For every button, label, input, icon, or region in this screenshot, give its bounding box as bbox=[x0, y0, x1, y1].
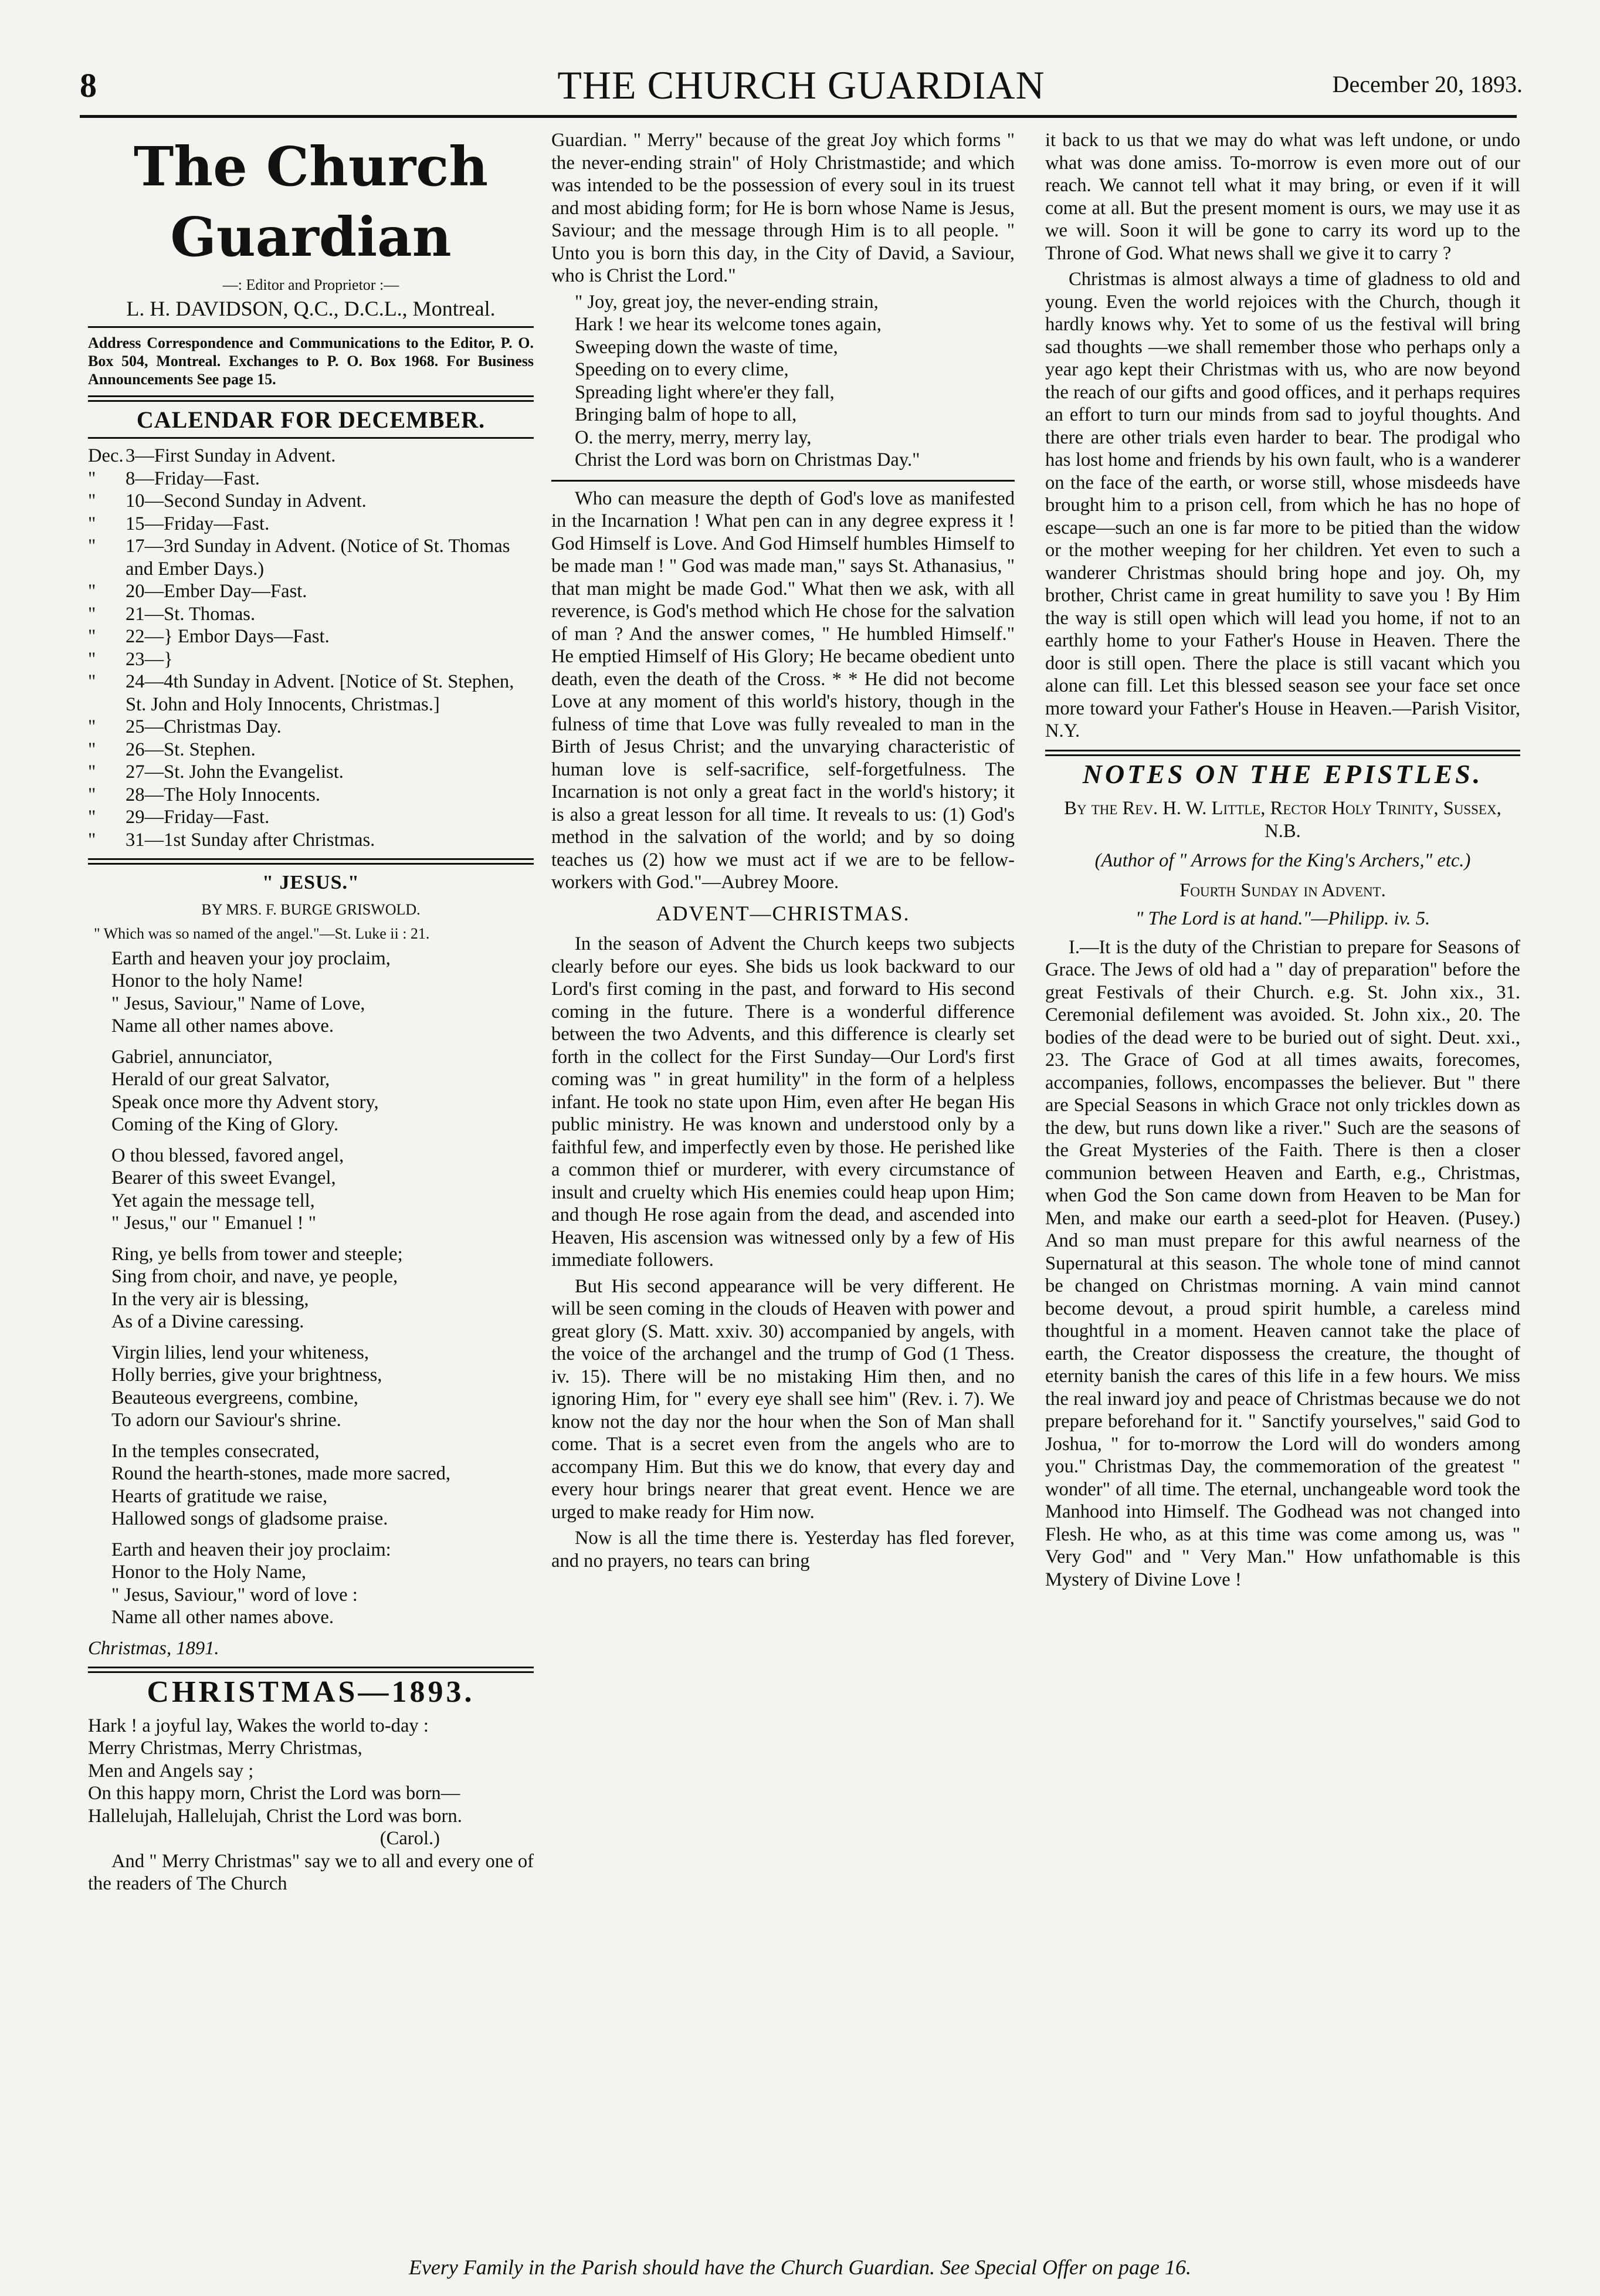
verse-line: Speeding on to every clime, bbox=[575, 359, 789, 380]
calendar-entry bbox=[88, 625, 534, 648]
poem-line: Bearer of this sweet Evangel, bbox=[111, 1167, 336, 1188]
calendar-text: 17—3rd Sunday in Advent. (Notice of St. Thomas and Ember Days.) bbox=[126, 536, 510, 580]
poem-line: Hearts of gratitude we raise, bbox=[111, 1485, 328, 1507]
verse-line: Spreading light where'er they fall, bbox=[575, 381, 835, 403]
poem-line: Ring, ye bells from tower and steeple; bbox=[111, 1243, 403, 1265]
article-paragraph: Christmas is almost always a time of gladness to old and young. Even the world rejoices with the Church, though it hardly knows why. Yet to some of us the festival will bring sad thoughts —we shall remember those who perhaps only a year ago kept their Christmas with us, who are now beyond the reach of our gifts and good offices, and it perhaps requires an effort to turn our minds from sad to joyful thoughts. And there are other trials even harder to bear. The prodigal who has lost home and friends by his own fault, who is a wanderer on the face of the earth, or worse still, whose misdeeds have brought him to a prison cell, from which he has no hope of escape—such an one is far more to be pitied than the widow or the mother weeping for her children. Yet even to such a wanderer Christmas should bring hope and joy. Oh, my brother, Christ came in great humility to save you ! By Him the way is still open which will lead you home, if not to an earthly home to your Father's House in Heaven. There the door is still open. There the place is still vacant which you alone can fill. Let this blessed season see your face set once more toward your Father's House in Heaven.—Parish Visitor, N.Y. bbox=[1045, 269, 1520, 741]
calendar-month: Dec. bbox=[88, 445, 124, 466]
calendar-list bbox=[88, 445, 534, 851]
calendar-month: " bbox=[88, 716, 96, 737]
calendar-text: 27—St. John the Evangelist. bbox=[126, 761, 344, 783]
calendar-text: 24—4th Sunday in Advent. [Notice of St. Stephen, St. John and Holy Innocents, Christmas.] bbox=[126, 671, 514, 715]
divider bbox=[88, 437, 534, 439]
article-paragraph: But His second appearance will be very different. He will be seen coming in the clouds of Heaven with power and great glory (S. Matt. xxiv. 30) accompanied by angels, with the voice of the archangel and the trump of God (1 Thess. iv. 15). There will be no mistaking Him then, and no ignoring Him, for " every eye shall see him" (Rev. i. 7). We know not the day nor the hour when the Son of Man shall come. That is a secret even from the angels who are to accompany Him. But this we do know, that every day and every hour brings nearer that great event. Hence we are urged to make ready for Him now. bbox=[551, 1275, 1015, 1523]
page-number: 8 bbox=[80, 66, 97, 104]
calendar-entry bbox=[88, 806, 534, 829]
calendar-month: " bbox=[88, 807, 96, 828]
column-2 bbox=[551, 129, 1015, 1576]
poem-line: Hallowed songs of gladsome praise. bbox=[111, 1508, 388, 1529]
poem-stanzas bbox=[88, 947, 534, 1629]
calendar-text: 26—St. Stephen. bbox=[126, 739, 256, 760]
verse-block bbox=[551, 291, 1015, 472]
editor-label: —: Editor and Proprietor :— bbox=[222, 276, 399, 293]
poem-line: Virgin lilies, lend your whiteness, bbox=[111, 1342, 370, 1363]
poem-line: " Jesus, Saviour," Name of Love, bbox=[111, 993, 365, 1014]
poem-signature: Christmas, 1891. bbox=[88, 1637, 219, 1659]
calendar-entry bbox=[88, 445, 534, 468]
verse-line: " Joy, great joy, the never-ending strain, bbox=[575, 291, 879, 313]
poem-stanza bbox=[88, 1046, 534, 1136]
poem-line: Yet again the message tell, bbox=[111, 1190, 315, 1211]
calendar-entry bbox=[88, 468, 534, 490]
poem-line: As of a Divine caressing. bbox=[111, 1311, 304, 1332]
calendar-month: " bbox=[88, 739, 96, 760]
divider bbox=[551, 480, 1015, 482]
poem-line: Herald of our great Salvator, bbox=[111, 1069, 330, 1090]
article-paragraph: Guardian. " Merry" because of the great Joy which forms " the never-ending strain" of Holy Christmastide; and which was intended to be the possession of every soul in its truest and most abiding form; for He is born whose Name is Jesus, Saviour; and the message through Him is to all people. " Unto you is born this day, in the City of David, a Saviour, who is Christ the Lord." bbox=[551, 130, 1015, 286]
calendar-entry bbox=[88, 829, 534, 852]
calendar-text: 20—Ember Day—Fast. bbox=[126, 581, 307, 602]
calendar-month: " bbox=[88, 648, 96, 670]
poem-line: Coming of the King of Glory. bbox=[111, 1114, 338, 1135]
poem-line: Earth and heaven their joy proclaim: bbox=[111, 1539, 391, 1560]
poem-line: " Jesus, Saviour," word of love : bbox=[111, 1584, 358, 1606]
calendar-entry bbox=[88, 513, 534, 536]
calendar-title: CALENDAR FOR DECEMBER. bbox=[136, 406, 486, 433]
header-rule bbox=[80, 115, 1517, 118]
poem-line: Honor to the holy Name! bbox=[111, 970, 304, 991]
calendar-month: " bbox=[88, 581, 96, 602]
calendar-entry bbox=[88, 761, 534, 784]
poem-line: Beauteous evergreens, combine, bbox=[111, 1387, 358, 1408]
calendar-text: 22—} Embor Days—Fast. bbox=[126, 626, 330, 647]
verse-line: Sweeping down the waste of time, bbox=[575, 336, 838, 358]
masthead-title: The Church Guardian bbox=[133, 135, 489, 269]
calendar-entry bbox=[88, 739, 534, 761]
poem-stanza bbox=[88, 1144, 534, 1235]
page-title: THE CHURCH GUARDIAN bbox=[557, 63, 1045, 107]
calendar-entry bbox=[88, 490, 534, 513]
poem-epigraph: " Which was so named of the angel."—St. Luke ii : 21. bbox=[94, 925, 430, 942]
poem-line: Hallelujah, Hallelujah, Christ the Lord was born. bbox=[88, 1805, 462, 1827]
article-paragraph: Now is all the time there is. Yesterday has fled forever, and no prayers, no tears can bring bbox=[551, 1528, 1015, 1572]
calendar-month: " bbox=[88, 829, 96, 851]
calendar-entry bbox=[88, 603, 534, 626]
article-paragraph: I.—It is the duty of the Christian to prepare for Seasons of Grace. The Jews of old had a " day of preparation" before the great Festivals of their Church. e.g. St. John xix., 31. Ceremonial defilement was avoided. St. John xix., 20. The bodies of the dead were to be buried out of sight. Deut. xxi., 23. The Grace of God at all times awaits, forecomes, accompanies, follows, encompasses the believer. But " there are Special Seasons in which Grace not only trickles down as the dew, but runs down like a river." Such are the seasons of the Great Mysteries of the Faith. There is then a closer communion between Heaven and Earth, e.g., Christmas, when God the Son came down from Heaven to be Man for Men, and make our earth a seed-plot for Heaven. (Pusey.) And so man must prepare for this awful nearness of the Supernatural at this season. The whole tone of mind cannot be changed on Christmas morning. A vain mind cannot become devout, a proud spirit humble, a careless mind thoughtful in a moment. Heaven cannot take the place of earth, the Creator dispossess the creature, the thought of eternity banish the cares of this life in a few hours. We miss the real inward joy and peace of Christmas because we do not prepare beforehand for it. " Sanctify yourselves," said God to Joshua, " for to-morrow the Lord will do wonders among you." Christmas Day, the commemoration of the greatest " wonder" of all time. The eternal, unchangeable word took the Manhood into Himself. The Godhead was not changed into Flesh. He who, as at this time was come among us, was " Very God" and " Very Man." How unfathomable is this Mystery of Divine Love ! bbox=[1045, 936, 1520, 1590]
notes-text: " The Lord is at hand."—Philipp. iv. 5. bbox=[1135, 908, 1430, 929]
verse-line: Hark ! we hear its welcome tones again, bbox=[575, 314, 882, 335]
poem-line: In the very air is blessing, bbox=[111, 1288, 309, 1310]
calendar-entry bbox=[88, 670, 534, 716]
notes-title: NOTES ON THE EPISTLES. bbox=[1082, 758, 1483, 789]
poem-line: Honor to the Holy Name, bbox=[111, 1562, 307, 1583]
calendar-month: " bbox=[88, 671, 96, 692]
poem-line: Sing from choir, and nave, ye people, bbox=[111, 1266, 398, 1287]
article-paragraph: it back to us that we may do what was left undone, or undo what was done amiss. To-morrow is even more out of our reach. We cannot tell what it may bring, or even if it will come at all. But the present moment is ours, we may use it as we will. Soon it will be gone to carry its word up to the Throne of God. What news shall we give it to carry ? bbox=[1045, 130, 1520, 264]
article-paragraph: In the season of Advent the Church keeps two subjects clearly before our eyes. She bids us look backward to our Lord's first coming in the past, and forward to His second coming in the future. There is a wonderful difference between the two Advents, and this difference is clearly set forth in the collect for the First Sunday—Our Lord's first coming was " in great humility" in the form of a helpless infant. He took no state upon Him, even after He began His public ministry. He was known and understood only by a faithful few, and imperfectly even by those. He perished like a common thief or murderer, with every circumstance of insult and cruelty which His enemies could heap upon Him; and though He rose again from the dead, and ascended into Heaven, His ascension was witnessed only by a few of His immediate followers. bbox=[551, 933, 1015, 1271]
poem-line: Holly berries, give your brightness, bbox=[111, 1364, 382, 1386]
divider bbox=[88, 1667, 534, 1673]
calendar-month: " bbox=[88, 626, 96, 647]
poem-stanza bbox=[88, 1342, 534, 1432]
calendar-month: " bbox=[88, 761, 96, 783]
poem-byline: BY MRS. F. BURGE GRISWOLD. bbox=[201, 900, 421, 918]
poem-line: Name all other names above. bbox=[111, 1607, 334, 1628]
page-footer: Every Family in the Parish should have the Church Guardian. See Special Offer on page 16. bbox=[408, 2256, 1192, 2279]
poem-line: Men and Angels say ; bbox=[88, 1760, 254, 1782]
poem-line: In the temples consecrated, bbox=[111, 1440, 320, 1462]
poem-stanza bbox=[88, 1440, 534, 1530]
poem-line: " Jesus," our " Emanuel ! " bbox=[111, 1213, 317, 1234]
calendar-text: 3—First Sunday in Advent. bbox=[126, 445, 336, 466]
calendar-text: 8—Friday—Fast. bbox=[126, 468, 260, 489]
verse-line: O. the merry, merry, merry lay, bbox=[575, 426, 812, 448]
poem-line: Hark ! a joyful lay, Wakes the world to-day : bbox=[88, 1715, 429, 1736]
calendar-entry bbox=[88, 716, 534, 739]
divider bbox=[88, 395, 534, 402]
calendar-text: 10—Second Sunday in Advent. bbox=[126, 490, 367, 512]
calendar-month: " bbox=[88, 490, 96, 512]
calendar-entry bbox=[88, 784, 534, 807]
carol-label: (Carol.) bbox=[379, 1828, 440, 1849]
christmas-paragraph: And " Merry Christmas" say we to all and every one of the readers of The Church bbox=[88, 1850, 534, 1894]
divider bbox=[88, 858, 534, 865]
page-header bbox=[80, 63, 1523, 113]
calendar-entry bbox=[88, 648, 534, 671]
poem-line: O thou blessed, favored angel, bbox=[111, 1144, 344, 1166]
poem-line: Speak once more thy Advent story, bbox=[111, 1091, 379, 1113]
notes-author: (Author of " Arrows for the King's Archers," etc.) bbox=[1094, 850, 1471, 871]
poem-stanza bbox=[88, 1539, 534, 1629]
verse-line: Bringing balm of hope to all, bbox=[575, 404, 797, 425]
poem-title: " JESUS." bbox=[262, 872, 360, 893]
column-3 bbox=[1045, 129, 1520, 1594]
column-1 bbox=[88, 129, 534, 1899]
poem-stanza bbox=[88, 1243, 534, 1333]
poem-line: To adorn our Saviour's shrine. bbox=[111, 1410, 341, 1431]
calendar-month: " bbox=[88, 468, 96, 489]
poem-line: Gabriel, annunciator, bbox=[111, 1046, 273, 1068]
christmas-title: CHRISTMAS—1893. bbox=[147, 1675, 475, 1709]
poem-line: Earth and heaven your joy proclaim, bbox=[111, 947, 391, 969]
calendar-month: " bbox=[88, 784, 96, 805]
poem-line: Round the hearth-stones, made more sacred, bbox=[111, 1463, 451, 1484]
calendar-text: 23—} bbox=[126, 648, 173, 670]
verse-line: Christ the Lord was born on Christmas Day." bbox=[575, 449, 920, 470]
poem-stanza bbox=[88, 947, 534, 1038]
notes-sunday: Fourth Sunday in Advent. bbox=[1179, 879, 1386, 901]
divider bbox=[1045, 750, 1520, 756]
calendar-text: 15—Friday—Fast. bbox=[126, 513, 270, 534]
poem-line: Merry Christmas, Merry Christmas, bbox=[88, 1738, 362, 1759]
calendar-text: 29—Friday—Fast. bbox=[126, 807, 270, 828]
calendar-text: 21—St. Thomas. bbox=[126, 603, 256, 625]
notes-byline: By the Rev. H. W. Little, Rector Holy Trinity, Sussex, N.B. bbox=[1064, 798, 1501, 842]
calendar-month: " bbox=[88, 603, 96, 625]
calendar-text: 28—The Holy Innocents. bbox=[126, 784, 321, 805]
calendar-entry bbox=[88, 535, 534, 580]
calendar-month: " bbox=[88, 536, 96, 557]
article-paragraph: Who can measure the depth of God's love as manifested in the Incarnation ! What pen can in any degree express it ! God Himself is Love. And God Himself humbles Himself to be made man ! " God was made man," says St. Athanasius, " that man might be made God." What then we ask, with all reverence, is God's method which He chose for the salvation of man ? And the answer comes, " He humbled Himself." He emptied Himself of His Glory; He became obedient unto death, even the death of the Cross. * * He did not become Love at any moment of this world's history, though in the fulness of time that Love was fully revealed to man in the Birth of Jesus Christ; and the unvarying characteristic of human love is self-sacrifice, self-forgetfulness. The Incarnation is not only a great fact in the world's history; it is also a great lesson for all time. It reveals to us: (1) God's method in the salvation of the world; and by so doing teaches us (2) how we must act if we are to be fellow-workers with God."—Aubrey Moore. bbox=[551, 487, 1015, 893]
calendar-text: 31—1st Sunday after Christmas. bbox=[126, 829, 375, 851]
editor-name: L. H. DAVIDSON, Q.C., D.C.L., Montreal. bbox=[126, 297, 496, 320]
calendar-text: 25—Christmas Day. bbox=[126, 716, 282, 737]
issue-date: December 20, 1893. bbox=[1332, 71, 1523, 97]
poem-line: Name all other names above. bbox=[111, 1015, 334, 1037]
calendar-month: " bbox=[88, 513, 96, 534]
address-notice: Address Correspondence and Communications to the Editor, P. O. Box 504, Montreal. Exchanges to P. O. Box 1968. For Business Announcements See page 15. bbox=[88, 334, 534, 388]
divider bbox=[88, 326, 534, 328]
calendar-entry bbox=[88, 580, 534, 603]
christmas-poem bbox=[88, 1715, 534, 1828]
poem-line: On this happy morn, Christ the Lord was born— bbox=[88, 1783, 460, 1804]
advent-title: ADVENT—CHRISTMAS. bbox=[656, 901, 910, 925]
